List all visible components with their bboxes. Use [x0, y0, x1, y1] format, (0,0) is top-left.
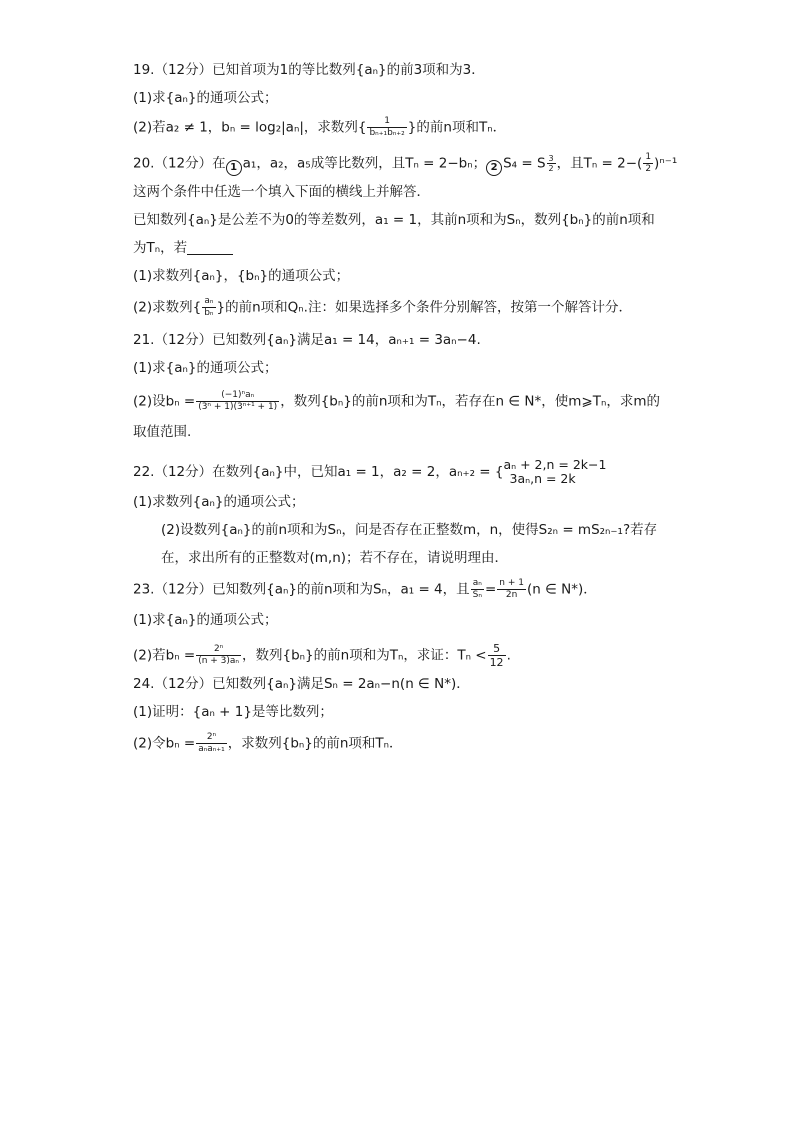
- circled-two-marker: 2: [486, 160, 502, 176]
- q21-fraction: $\frac{\text{(−1)ⁿaₙ}}{\text{(3ⁿ + 1)(3ⁿ⁺¹ + 1)}}$: [198, 390, 278, 412]
- q20-stem: 20.（12分）在 1 a₁，a₂，a₅成等比数列，且Tₙ = 2−bₙ； 2 S₄ = S $\frac{3}{2}$ ，且Tₙ = 2−( $\frac{1}{2}$ )ⁿ⁻¹: [133, 152, 678, 174]
- q20-part1: (1)求数列{aₙ}，{bₙ}的通项公式；: [133, 268, 350, 284]
- q23-part1: (1)求{aₙ}的通项公式；: [133, 612, 278, 628]
- q22-stem: 22.（12分）在数列{aₙ}中，已知a₁ = 1，a₂ = 2，aₙ₊₂ = { aₙ + 2,n = 2k−1 3aₙ,n = 2k: [133, 457, 607, 486]
- q23-b-fraction: $\frac{\text{2ⁿ}}{\text{(n + 3)aₙ}}$: [198, 644, 240, 666]
- q21-stem: 21.（12分）已知数列{aₙ}满足a₁ = 14，aₙ₊₁ = 3aₙ−4.: [133, 332, 481, 348]
- q20-given-cont: 为Tₙ，若: [133, 238, 233, 258]
- q23-bound-fraction: $\frac{5}{12}$: [489, 642, 504, 669]
- q23-ratio-fraction: $\frac{\text{aₙ}}{\text{Sₙ}}$: [472, 578, 482, 600]
- q24-stem: 24.（12分）已知数列{aₙ}满足Sₙ = 2aₙ−n(n ∈ N*)．: [133, 676, 470, 692]
- q22-part2-cont: 在，求出所有的正整数对(m,n)；若不存在，请说明理由．: [161, 550, 509, 566]
- q21-part2: (2)设bₙ = $\frac{\text{(−1)ⁿaₙ}}{\text{(3ⁿ + 1)(3ⁿ⁺¹ + 1)}}$ ，数列{bₙ}的前n项和为Tₙ，若存在n ∈ N*，使m⩾Tₙ，求m的: [133, 390, 660, 412]
- q22-piecewise: aₙ + 2,n = 2k−1 3aₙ,n = 2k: [503, 457, 607, 486]
- q19-part1: (1)求{aₙ}的通项公式；: [133, 90, 278, 106]
- q23-stem: 23.（12分）已知数列{aₙ}的前n项和为Sₙ，a₁ = 4，且 $\frac{\text{aₙ}}{\text{Sₙ}}$ = $\frac{n + 1}{2n}$ (n ∈ N*)．: [133, 578, 597, 600]
- q24-part1: (1)证明：{aₙ + 1}是等比数列；: [133, 704, 333, 720]
- answer-blank: [187, 240, 233, 255]
- q24-part2: (2)令bₙ = $\frac{\text{2ⁿ}}{\text{aₙaₙ₊₁}}$ ，求数列{bₙ}的前n项和Tₙ．: [133, 732, 403, 754]
- q20-fraction: $\frac{\text{aₙ}}{\text{bₙ}}$: [204, 296, 214, 318]
- q19-stem: 19.（12分）已知首项为1的等比数列{aₙ}的前3项和为3．: [133, 62, 485, 78]
- q20-instruction: 这两个条件中任选一个填入下面的横线上并解答．: [133, 184, 430, 200]
- q19-part2: (2)若a₂ ≠ 1，bₙ = log₂|aₙ|，求数列{ $\frac{1}{\text{bₙ₊₁bₙ₊₂}}$ }的前n项和Tₙ．: [133, 116, 507, 138]
- q22-part1: (1)求数列{aₙ}的通项公式；: [133, 494, 305, 510]
- q21-part2-cont: 取值范围.: [133, 424, 192, 440]
- q20-part2: (2)求数列{ $\frac{\text{aₙ}}{\text{bₙ}}$ }的前n项和Qₙ.注：如果选择多个条件分别解答，按第一个解答计分．: [133, 296, 632, 318]
- q20-given: 已知数列{aₙ}是公差不为0的等差数列，a₁ = 1，其前n项和为Sₙ，数列{bₙ}的前n项和: [133, 212, 655, 228]
- q24-fraction: $\frac{\text{2ⁿ}}{\text{aₙaₙ₊₁}}$: [198, 732, 225, 754]
- q20-half-fraction: $\frac{1}{2}$: [645, 152, 652, 174]
- q19-fraction: $\frac{1}{\text{bₙ₊₁bₙ₊₂}}$: [369, 116, 405, 138]
- circled-one-marker: 1: [226, 160, 242, 176]
- q22-part2: (2)设数列{aₙ}的前n项和为Sₙ，问是否存在正整数m，n，使得S₂ₙ = mS₂ₙ₋₁?若存: [161, 522, 658, 538]
- q23-part2: (2)若bₙ = $\frac{\text{2ⁿ}}{\text{(n + 3)aₙ}}$ ，数列{bₙ}的前n项和为Tₙ，求证：Tₙ < $\frac{5}{12}$ .: [133, 642, 511, 669]
- q23-rhs-fraction: $\frac{n + 1}{2n}$: [499, 578, 524, 600]
- q20-s-fraction: $\frac{3}{2}$: [548, 154, 554, 173]
- q21-part1: (1)求{aₙ}的通项公式；: [133, 360, 278, 376]
